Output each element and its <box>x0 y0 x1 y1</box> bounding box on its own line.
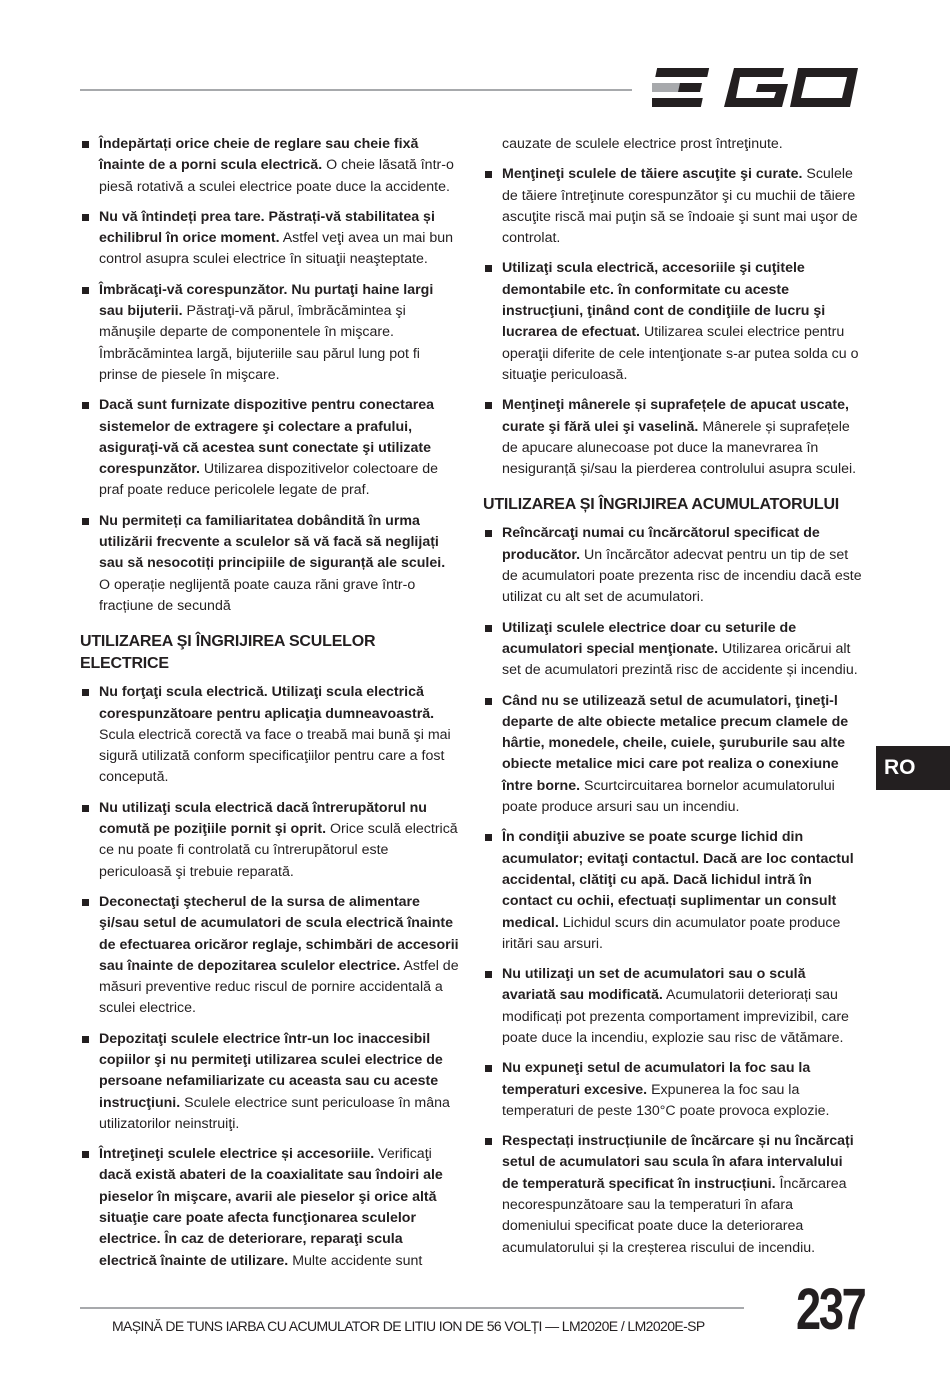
bullet-item <box>80 1144 460 1272</box>
bullet-body: O cheie lăsată într-o piesă rotativă a sculei electrice poate duce la accidente. <box>99 157 454 195</box>
bullet-emphasis: Nu expuneţi setul de acumulatori la foc sau la temperaturi excesive. <box>502 1060 811 1098</box>
bullet-body: Păstraţi-vă părul, îmbrăcămintea şi mănuşile departe de componentele în mişcare. Îmbrăcămintea largă, bijuteriile sau părul lung pot fi prinse de piesele în mişcare. <box>99 303 420 383</box>
bullet-body: Verificaţi <box>374 1146 432 1163</box>
section-heading: UTILIZAREA ȘI ÎNGRIJIREA ACUMULATORULUI <box>483 496 840 514</box>
bullet-body: Încărcarea necorespunzătoare sau la temperaturi în afara domeniului specificat poate duce la deteriorarea acumulatorului și la creșterea riscului de incendiu. <box>502 1175 847 1256</box>
bullet-emphasis: Depozitaţi sculele electrice într-un loc inaccesibil copiilor şi nu permiteţi utilizarea sculei electrice de persoane nefamiliarizate cu aceasta sau cu aceste instrucţiuni. <box>99 1030 443 1111</box>
bullet-item <box>80 134 460 198</box>
square-bullet-icon <box>82 141 89 148</box>
square-bullet-icon <box>82 287 89 294</box>
bullet-item <box>80 892 460 1020</box>
bullet-body: Sculele electrice sunt periculoase în mâna utilizatorilor neinstruiţi. <box>99 1094 450 1132</box>
square-bullet-icon <box>82 402 89 409</box>
bullet-body: Un încărcător adecvat pentru un tip de set de acumulatori poate prezenta risc de incendiu dacă este utilizat cu alt set de acumulatori. <box>502 546 862 606</box>
bullet-item <box>80 207 460 271</box>
right-column <box>483 134 863 1268</box>
bullet-body: Astfel de măsuri preventive reduc riscul de pornire accidentală a sculei electrice. <box>99 957 459 1017</box>
bullet-item <box>80 280 460 386</box>
square-bullet-icon <box>485 1065 492 1072</box>
square-bullet-icon <box>485 402 492 409</box>
bullet-item <box>80 1029 460 1135</box>
bullet-item <box>483 691 863 819</box>
bullet-body: Expunerea la foc sau la temperaturi de peste 130°C poate provoca explozie. <box>502 1081 830 1119</box>
square-bullet-icon <box>82 1036 89 1043</box>
bullet-emphasis: Utilizaţi sculele electrice doar cu seturile de acumulatori special menţionate. <box>502 619 797 657</box>
bullet-emphasis: Dacă sunt furnizate dispozitive pentru conectarea sistemelor de extragere şi colectare a prafului, asiguraţi-vă că acestea sunt conectate şi utilizate corespunzător. <box>99 397 435 478</box>
section-heading: UTILIZAREA ŞI ÎNGRIJIREA SCULELOR ELECTRICE <box>80 633 376 673</box>
square-bullet-icon <box>485 971 492 978</box>
bullet-body: Astfel veţi avea un mai bun control asupra sculei electrice în situaţii neaşteptate. <box>99 230 454 268</box>
bullet-item <box>483 827 863 955</box>
square-bullet-icon <box>485 625 492 632</box>
language-tab <box>876 746 950 790</box>
bullet-item <box>80 511 460 617</box>
square-bullet-icon <box>485 530 492 537</box>
bullet-emphasis: Nu utilizaţi un set de acumulatori sau o sculă avariată sau modificată. <box>502 966 806 1004</box>
square-bullet-icon <box>82 805 89 812</box>
square-bullet-icon <box>485 1138 492 1145</box>
bullet-item <box>483 523 863 608</box>
bullet-emphasis: Respectați instrucțiunile de încărcare și nu încărcați setul de acumulatori sau scula în afara intervalului de temperatură specificat în instrucțiuni. <box>502 1133 854 1192</box>
footer-rule <box>80 1307 744 1309</box>
bullet-emphasis: Nu permiteți ca familiaritatea dobândită în urma utilizării frecvente a sculelor să vă facă să neglijați sau să nesocotiți principiile de siguranță ale sculei. <box>99 512 446 572</box>
ego-logo <box>652 64 862 112</box>
bullet-emphasis: Utilizaţi scula electrică, accesoriile şi cuţitele demontabile etc. în conformitate cu aceste instrucţiuni, ţinând cont de condiţiile de lucru şi lucrarea de efectuat. <box>502 260 826 341</box>
bullet-emphasis: Îndepărtați orice cheie de reglare sau cheie fixă înainte de a porni scula electrică. <box>99 136 419 174</box>
bullet-body: Orice sculă electrică ce nu poate fi controlată cu întrerupătorul este periculoasă şi trebuie reparată. <box>99 821 458 880</box>
bullet-body: Scula electrică corectă va face o treabă mai bună şi mai sigură utilizată conform specificaţiilor pentru care a fost concepută. <box>99 726 451 786</box>
square-bullet-icon <box>82 899 89 906</box>
square-bullet-icon <box>82 518 89 525</box>
bullet-emphasis: Întreţineţi sculele electrice și accesoriile. <box>99 1146 375 1163</box>
bullet-item <box>483 618 863 682</box>
bullet-body: Utilizarea dispozitivelor colectoare de praf poate reduce pericolele legate de praf. <box>99 461 439 499</box>
square-bullet-icon <box>82 214 89 221</box>
bullet-body: Acumulatorii deteriorați sau modificați pot prezenta comportament imprevizibil, care poate duce la incendiu, explozie sau risc de vătămare. <box>502 987 849 1046</box>
bullet-item <box>483 164 863 249</box>
bullet-body: Multe accidente sunt <box>288 1252 423 1269</box>
square-bullet-icon <box>485 171 492 178</box>
bullet-body: Sculele de tăiere întreţinute corespunzător şi cu muchii de tăiere ascuţite riscă mai puţin să se îndoaie şi sunt mai uşor de controlat. <box>502 166 858 247</box>
bullet-item <box>483 395 863 480</box>
bullet-body: O operație neglijentă poate cauza răni grave într-o fracțiune de secundă <box>99 576 416 614</box>
bullet-item <box>80 395 460 501</box>
bullet-emphasis: Nu forţaţi scula electrică. Utilizaţi scula electrică corespunzătoare pentru aplicaţia dumneavoastră. <box>99 684 435 722</box>
bullet-item <box>483 258 863 386</box>
page-number: 237 <box>796 1277 865 1342</box>
bullet-emphasis: dacă există abateri de la coaxialitate sau îndoiri ale pieselor în mişcare, avarii ale pieselor şi orice altă situaţie care poate afecta funcţionarea sculelor electrice. În caz de deteriorare, reparaţi scula electrică înainte de utilizare. <box>99 1167 443 1269</box>
bullet-body: Scurtcircuitarea bornelor acumulatorului poate produce arsuri sau un incendiu. <box>502 777 835 816</box>
bullet-body: Utilizarea sculei electrice pentru operaţii diferite de cele intenţionate s-ar putea solda cu o situaţie periculoasă. <box>502 324 859 383</box>
square-bullet-icon <box>82 689 89 696</box>
bullet-emphasis: Îmbrăcaţi-vă corespunzător. Nu purtaţi haine largi sau bijuterii. <box>99 281 434 320</box>
square-bullet-icon <box>485 834 492 841</box>
continued-text: cauzate de sculele electrice prost întreţinute. <box>502 136 783 152</box>
bullet-body: Utilizarea oricărui alt set de acumulatori prezintă risc de accidente și incendiu. <box>502 640 858 679</box>
square-bullet-icon <box>485 698 492 705</box>
language-tab-label: RO <box>884 756 916 779</box>
bullet-item <box>80 682 460 788</box>
bullet-body: Lichidul scurs din acumulator poate produce iritări sau arsuri. <box>502 914 841 952</box>
header-rule <box>80 89 632 91</box>
bullet-emphasis: Deconectaţi ştecherul de la sursa de alimentare şi/sau setul de acumulatori de scula electrică înainte de efectuarea oricăror reglaje, schimbări de accesorii sau înainte de depozitarea sculelor electrice. <box>99 893 459 974</box>
bullet-item <box>80 798 460 883</box>
bullet-emphasis: Menţineţi sculele de tăiere ascuţite şi curate. <box>502 166 803 183</box>
bullet-emphasis: Reîncărcaţi numai cu încărcătorul specificat de producător. <box>502 525 820 563</box>
square-bullet-icon <box>82 1151 89 1158</box>
bullet-emphasis: Nu utilizaţi scula electrică dacă întrerupătorul nu comută pe poziţiile pornit şi oprit. <box>99 799 427 838</box>
bullet-emphasis: Menţineţi mânerele și suprafețele de apucat uscate, curate şi fără ulei şi vaselină. <box>502 397 849 435</box>
bullet-emphasis: Când nu se utilizează setul de acumulatori, ţineţi-l departe de alte obiecte metalice precum clamele de hârtie, monedele, cheile, cuiele, şuruburile sau alte obiecte metalice mici care pot realiza o conexiune între borne. <box>502 692 849 794</box>
bullet-body: Mânerele și suprafețele de apucare alunecoase pot duce la manevrarea în nesiguranță și/sau la pierderea controlului asupra sculei. <box>502 418 857 478</box>
square-bullet-icon <box>485 265 492 272</box>
bullet-emphasis: În condiţii abuzive se poate scurge lichid din acumulator; evitaţi contactul. Dacă are loc contactul accidental, clătiţi cu apă. Dacă lichidul intră în contact cu ochii, efectuați suplimentar un consult medical. <box>502 829 854 931</box>
bullet-emphasis: Nu vă întindeți prea tare. Păstrați-vă stabilitatea și echilibrul în orice moment. <box>99 208 435 247</box>
bullet-item <box>483 964 863 1049</box>
bullet-item <box>483 1131 863 1259</box>
footer-title: MAȘINĂ DE TUNS IARBA CU ACUMULATOR DE LITIU ION DE 56 VOLȚI — LM2020E / LM2020E-SP <box>112 1318 705 1334</box>
bullet-item <box>483 1058 863 1122</box>
left-column <box>80 134 460 1281</box>
